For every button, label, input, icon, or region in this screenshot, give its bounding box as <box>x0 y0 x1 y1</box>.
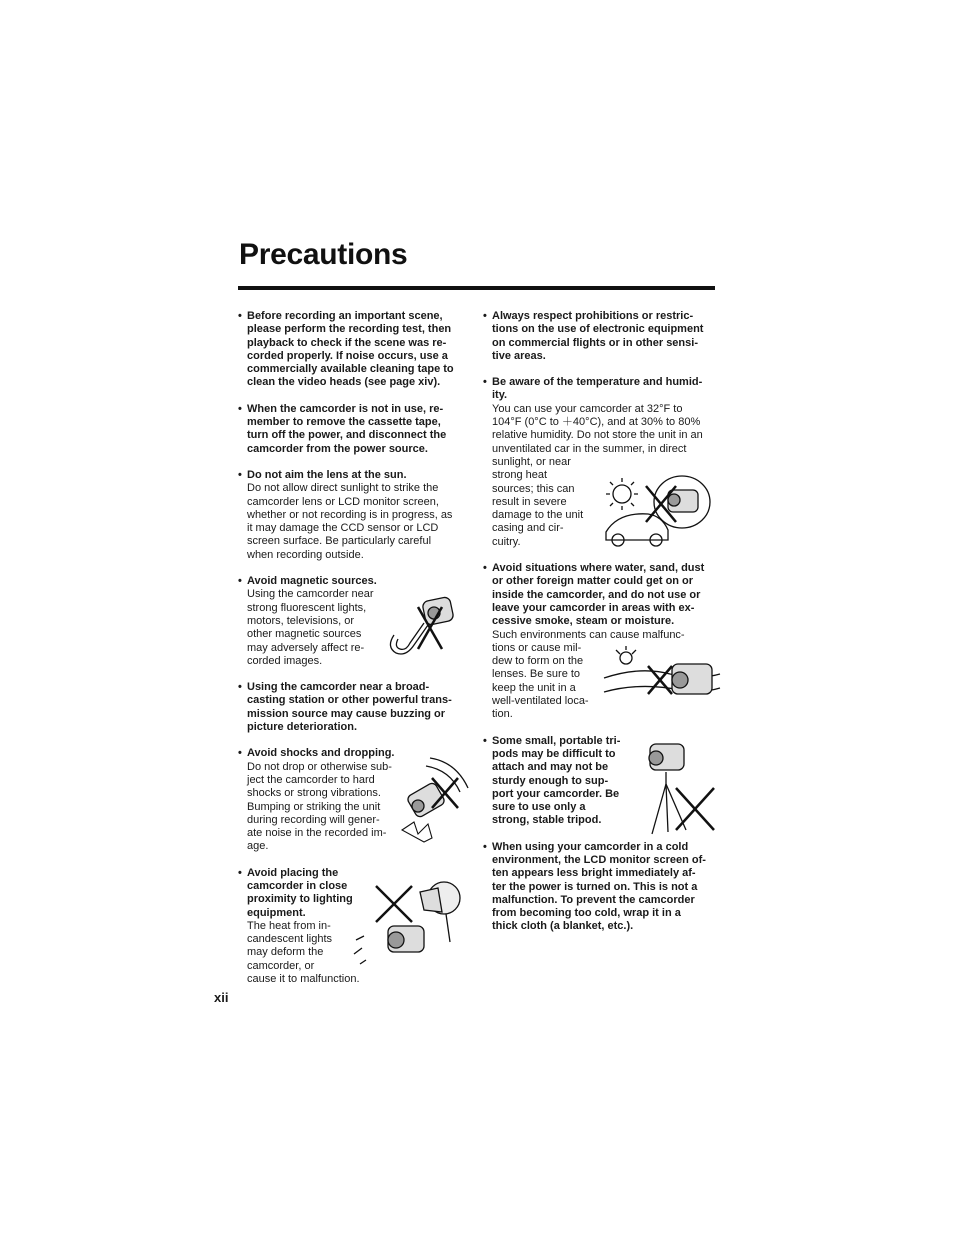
right-column <box>483 310 723 947</box>
precaution-heading: When using your camcorder in a cold environment, the LCD monitor screen of- ten appears less bright immediately af- ter the power is turned on. This is not a malfunction. To prevent the camcorder from becoming too cold, wrap it in a thick cloth (a blanket, etc.). <box>492 840 706 933</box>
precaution-item <box>238 681 472 734</box>
precaution-heading: When the camcorder is not in use, re- member to remove the cassette tape, turn off the power, and disconnect the camcorder from the power source. <box>247 402 447 455</box>
precaution-body: The heat from in- candescent lights may deform the camcorder, or cause it to malfunction. <box>247 919 360 986</box>
bullet: • <box>238 402 242 415</box>
precaution-item <box>238 310 472 390</box>
camcorder-magnet-icon <box>384 587 464 665</box>
precaution-body: Such environments can cause malfunc- tions or cause mil- dew to form on the lenses. Be sure to keep the unit in a well-ventilated loca- tion. <box>492 628 685 721</box>
bullet: • <box>238 468 242 481</box>
bullet: • <box>238 866 242 879</box>
precaution-item <box>483 310 723 363</box>
bullet: • <box>483 840 487 853</box>
bullet: • <box>238 575 242 588</box>
precaution-heading: Do not aim the lens at the sun. <box>247 468 407 481</box>
precaution-heading: Some small, portable tri- pods may be difficult to attach and may not be sturdy enough to sup- port your camcorder. Be sure to use only a strong, stable tripod. <box>492 734 621 827</box>
bullet: • <box>238 747 242 760</box>
title-rule <box>238 286 715 290</box>
camcorder-tripod-icon <box>636 736 720 844</box>
precaution-heading: Avoid magnetic sources. <box>247 575 377 588</box>
precaution-body: Do not drop or otherwise sub- ject the camcorder to hard shocks or strong vibrations. Bumping or striking the unit during recording will gener- ate noise in the recorded im- age. <box>247 760 392 853</box>
camcorder-beach-icon <box>600 646 722 708</box>
precaution-heading: Always respect prohibitions or restric- tions on the use of electronic equipment on commercial flights or in other sensi- tive areas. <box>492 310 704 362</box>
camcorder-dropping-icon <box>396 752 476 844</box>
page-title: Precautions <box>239 238 408 271</box>
page-number: xii <box>214 990 229 1005</box>
bullet: • <box>238 681 242 694</box>
camcorder-light-icon <box>350 876 468 976</box>
precaution-heading: Avoid placing the camcorder in close proximity to lighting equipment. <box>247 866 353 919</box>
precaution-heading: Before recording an important scene, please perform the recording test, then playback to check if the scene was re- corded properly. If noise occurs, use a commercially available cleaning tape to clean the video heads (see page xiv). <box>247 310 454 389</box>
bullet: • <box>483 376 487 389</box>
precaution-heading: Avoid shocks and dropping. <box>247 747 395 760</box>
precaution-heading: Using the camcorder near a broad- casting station or other powerful trans- mission source may cause buzzing or picture deterioration. <box>247 681 452 734</box>
precaution-body: You can use your camcorder at 32°F to 104°F (0°C to ＋40°C), and at 30% to 80% relative humidity. Do not store the unit in an unventilated car in the summer, in direct sunlight, or near strong heat sources; this can result in severe damage to the unit casing and cir- cuitry. <box>492 402 703 548</box>
bullet: • <box>238 310 242 322</box>
precaution-heading: Avoid situations where water, sand, dust or other foreign matter could get on or inside the camcorder, and do not use or leave your camcorder in areas with ex- cessive smoke, steam or moisture. <box>492 562 705 628</box>
precaution-item <box>238 403 472 456</box>
camcorder-car-sun-icon <box>598 472 722 552</box>
precaution-item <box>483 841 723 934</box>
precaution-heading: Be aware of the temperature and humid- ity. <box>492 376 703 402</box>
precaution-body: Do not allow direct sunlight to strike the camcorder lens or LCD monitor screen, whether or not recording is in progress, as it may damage the CCD sensor or LCD screen surface. Be particularly careful when recording outside. <box>247 482 453 561</box>
bullet: • <box>483 310 487 322</box>
precaution-body: Using the camcorder near strong fluorescent lights, motors, televisions, or other magnetic sources may adversely affect re- corded images. <box>247 588 374 667</box>
precaution-item <box>238 469 472 562</box>
bullet: • <box>483 734 487 747</box>
bullet: • <box>483 562 487 575</box>
